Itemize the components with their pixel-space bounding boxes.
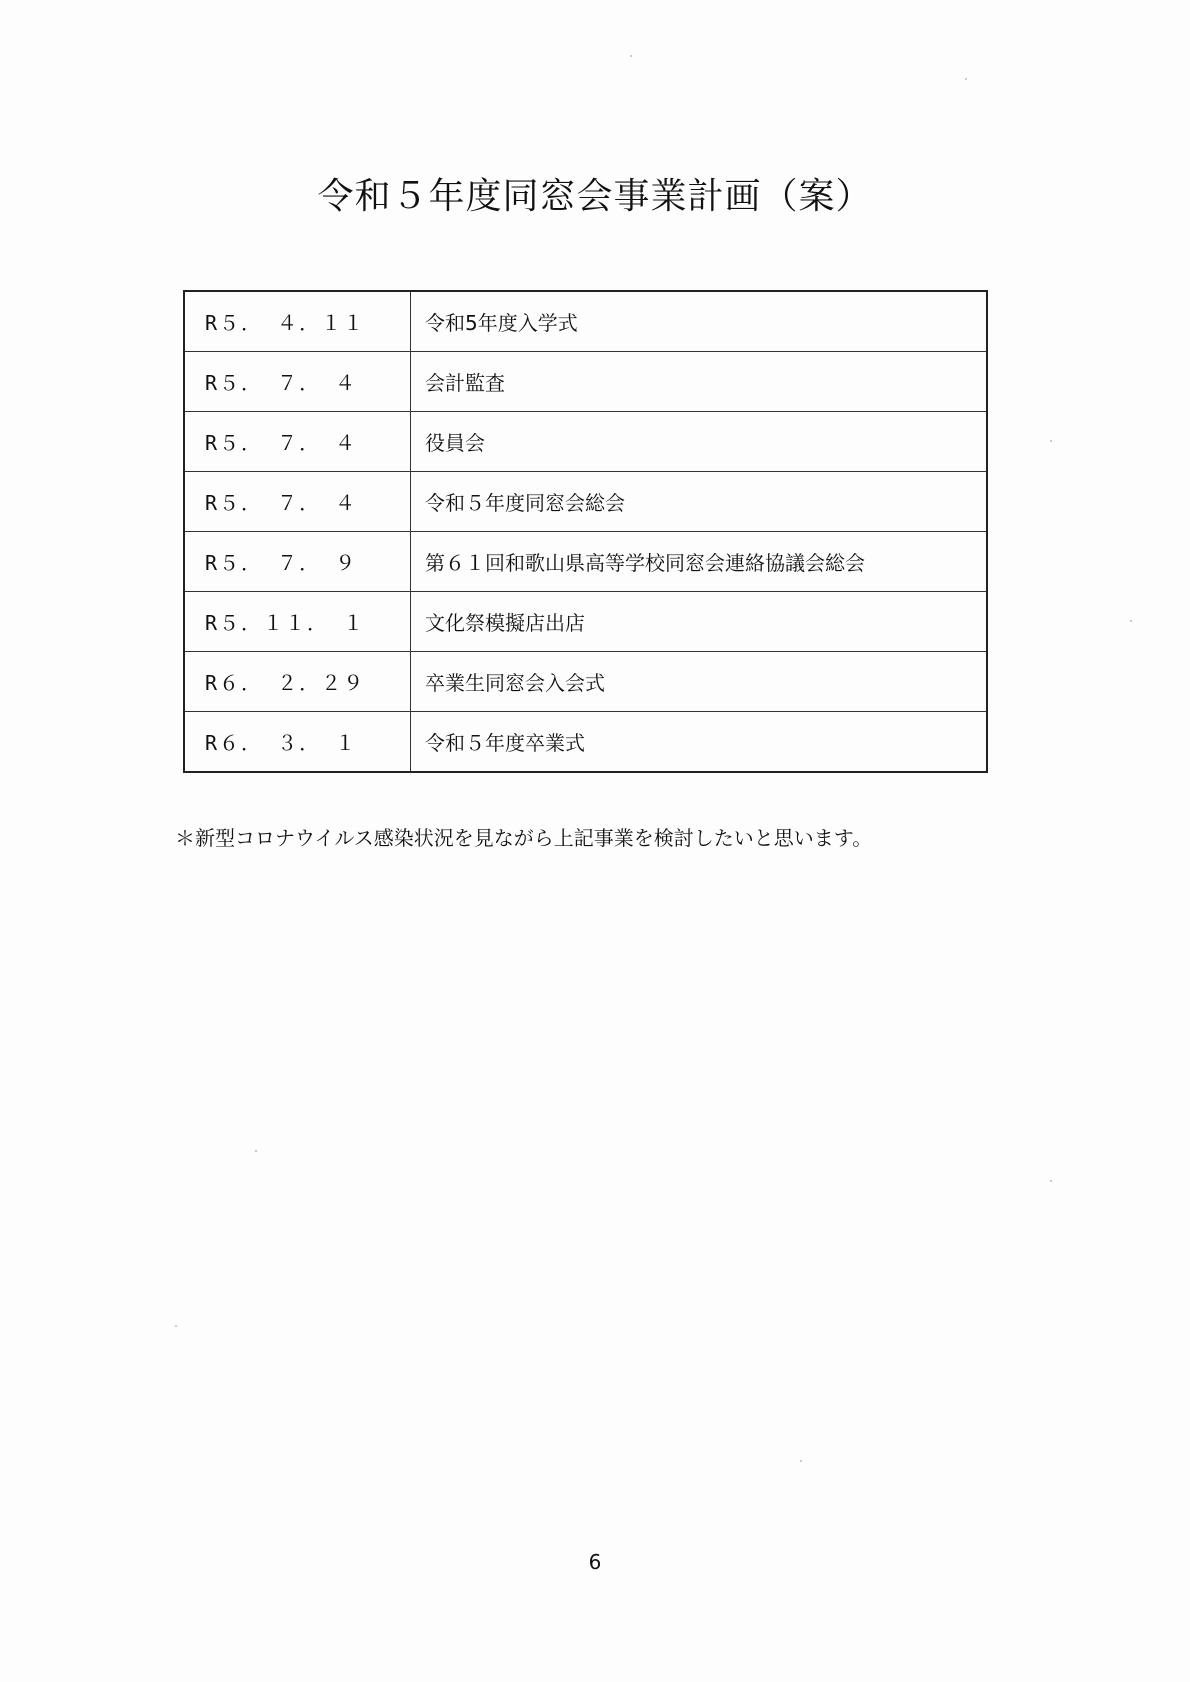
table-row <box>184 352 987 412</box>
table-row <box>184 291 987 352</box>
schedule-event: 役員会 <box>411 412 988 472</box>
table-row <box>184 412 987 472</box>
scan-speck <box>965 78 967 80</box>
scan-speck <box>800 1460 802 1462</box>
schedule-date: R６． ３． １ <box>184 712 411 773</box>
schedule-event: 第６１回和歌山県高等学校同窓会連絡協議会総会 <box>411 532 988 592</box>
schedule-event: 卒業生同窓会入会式 <box>411 652 988 712</box>
schedule-event: 令和5年度入学式 <box>411 291 988 352</box>
schedule-event: 会計監査 <box>411 352 988 412</box>
scan-speck <box>1050 440 1052 442</box>
schedule-date: R５． ７． ４ <box>184 352 411 412</box>
page-number: 6 <box>588 1550 602 1574</box>
schedule-date: R５． ７． ９ <box>184 532 411 592</box>
scan-speck <box>175 1325 177 1327</box>
schedule-table <box>183 290 988 773</box>
scan-speck <box>1130 620 1132 622</box>
scan-speck <box>630 55 632 57</box>
schedule-event: 令和５年度卒業式 <box>411 712 988 773</box>
schedule-date: R５．１１． １ <box>184 592 411 652</box>
document-title: 令和５年度同窓会事業計画（案） <box>317 176 873 217</box>
schedule-date: R５． ７． ４ <box>184 472 411 532</box>
schedule-date: R６． ２．２９ <box>184 652 411 712</box>
table-row <box>184 472 987 532</box>
table-row <box>184 712 987 773</box>
table-row <box>184 532 987 592</box>
scan-speck <box>255 1150 257 1152</box>
schedule-event: 令和５年度同窓会総会 <box>411 472 988 532</box>
scan-speck <box>1050 1180 1052 1182</box>
table-row <box>184 652 987 712</box>
footnote: ＊新型コロナウイルス感染状況を見ながら上記事業を検討したいと思います。 <box>175 826 873 850</box>
schedule-date: R５． ４．１１ <box>184 291 411 352</box>
table-row <box>184 592 987 652</box>
schedule-date: R５． ７． ４ <box>184 412 411 472</box>
schedule-event: 文化祭模擬店出店 <box>411 592 988 652</box>
